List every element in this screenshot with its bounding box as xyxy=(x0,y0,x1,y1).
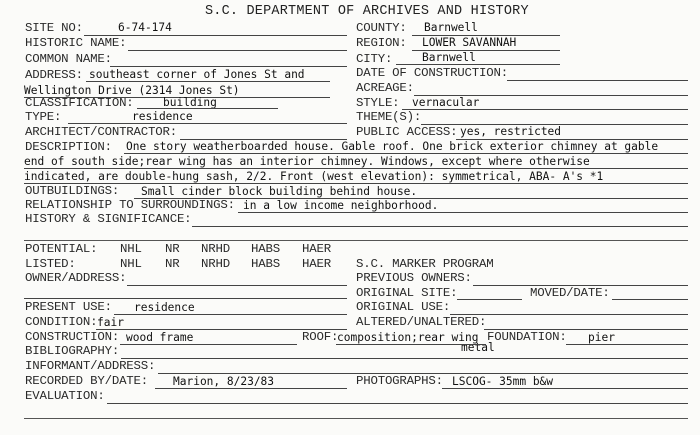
acreage-label: ACREAGE: xyxy=(356,81,414,95)
condition-value: fair xyxy=(97,316,124,329)
owner-address-line xyxy=(127,285,347,286)
county-label: COUNTY: xyxy=(356,21,407,35)
type-label: TYPE: xyxy=(25,110,62,124)
address-label: ADDRESS: xyxy=(25,68,83,82)
city-label: CITY: xyxy=(356,52,393,66)
moved-date-label: MOVED/DATE: xyxy=(530,286,610,300)
themes-label: THEME(S): xyxy=(356,110,422,124)
potential-label: POTENTIAL: xyxy=(25,242,98,256)
region-label: REGION: xyxy=(356,36,407,50)
informant-label: INFORMANT/ADDRESS: xyxy=(25,359,156,373)
evaluation-label: EVALUATION: xyxy=(25,389,105,403)
common-name-label: COMMON NAME: xyxy=(25,52,112,66)
relationship-line xyxy=(238,212,688,213)
construction-line xyxy=(120,344,297,345)
original-use-label: ORIGINAL USE: xyxy=(356,300,451,314)
style-label: STYLE: xyxy=(356,96,400,110)
address-value-line2: Wellington Drive (2314 Jones St) xyxy=(24,84,240,97)
city-line xyxy=(396,64,560,65)
description-line3: indicated, are double-hung sash, 2/2. Front (west elevation): symmetrical, ABA- A's *1 xyxy=(24,170,604,183)
recorded-label: RECORDED BY/DATE: xyxy=(25,374,149,388)
present-use-line xyxy=(114,314,347,315)
form-title: S.C. DEPARTMENT OF ARCHIVES AND HISTORY xyxy=(205,4,529,19)
marker-program-label: S.C. MARKER PROGRAM xyxy=(356,257,494,271)
description-rule-2 xyxy=(24,168,688,169)
altered-label: ALTERED/UNALTERED: xyxy=(356,315,487,329)
evaluation-rule-2 xyxy=(24,418,688,419)
foundation-line xyxy=(566,344,688,345)
photographs-value: LSCOG- 35mm b&w xyxy=(452,375,554,388)
historic-name-label: HISTORIC NAME: xyxy=(25,36,127,50)
potential-nr: NR xyxy=(165,242,180,256)
listed-nrhd: NRHD xyxy=(201,257,230,271)
description-rule-3 xyxy=(24,183,688,184)
present-use-value: residence xyxy=(134,301,195,314)
style-line xyxy=(402,109,688,110)
potential-nhl: NHL xyxy=(120,242,142,256)
moved-date-line xyxy=(612,299,688,300)
classification-label: CLASSIFICATION: xyxy=(25,96,134,110)
description-line2: end of south side;rear wing has an interior chimney. Windows, except where otherwise xyxy=(24,155,590,168)
date-construction-line xyxy=(507,80,688,81)
roof-label: ROOF: xyxy=(302,330,339,344)
roof-line xyxy=(336,344,486,345)
construction-label: CONSTRUCTION: xyxy=(25,330,120,344)
recorded-line xyxy=(155,388,347,389)
history-label: HISTORY & SIGNIFICANCE: xyxy=(25,212,192,226)
condition-label: CONDITION: xyxy=(25,315,98,329)
evaluation-line xyxy=(107,403,688,404)
foundation-value: pier xyxy=(588,331,615,344)
roof-value-metal: metal xyxy=(461,341,495,354)
relationship-label: RELATIONSHIP TO SURROUNDINGS: xyxy=(25,198,235,212)
potential-nrhd: NRHD xyxy=(201,242,230,256)
listed-nr: NR xyxy=(165,257,180,271)
county-value: Barnwell xyxy=(424,21,478,34)
type-value: residence xyxy=(132,110,193,123)
common-name-line xyxy=(110,66,347,67)
original-site-line xyxy=(457,299,522,300)
description-label: DESCRIPTION: xyxy=(25,140,112,154)
previous-owners-label: PREVIOUS OWNERS: xyxy=(356,271,472,285)
bibliography-label: BIBLIOGRAPHY: xyxy=(25,344,120,358)
roof-value: composition;rear wing xyxy=(337,331,479,344)
site-no-label: SITE NO: xyxy=(25,21,83,35)
public-access-label: PUBLIC ACCESS: xyxy=(356,125,458,139)
present-use-label: PRESENT USE: xyxy=(25,300,112,314)
listed-nhl: NHL xyxy=(120,257,142,271)
listed-haer: HAER xyxy=(302,257,331,271)
bibliography-line xyxy=(121,358,688,359)
relationship-value: in a low income neighborhood. xyxy=(243,199,439,212)
potential-habs: HABS xyxy=(251,242,280,256)
owner-address-label: OWNER/ADDRESS: xyxy=(25,271,127,285)
history-rule-2 xyxy=(24,240,688,241)
site-no-value: 6-74-174 xyxy=(118,21,172,34)
date-construction-label: DATE OF CONSTRUCTION: xyxy=(356,66,508,80)
region-value: LOWER SAVANNAH xyxy=(422,36,517,49)
outbuildings-value: Small cinder block building behind house. xyxy=(141,185,418,198)
photographs-line xyxy=(442,388,688,389)
original-site-label: ORIGINAL SITE: xyxy=(356,286,458,300)
historic-name-line xyxy=(128,50,347,51)
type-line xyxy=(68,123,347,124)
photographs-label: PHOTOGRAPHS: xyxy=(356,374,443,388)
classification-line xyxy=(137,108,278,109)
classification-value: building xyxy=(163,96,217,109)
style-value: vernacular xyxy=(412,96,480,109)
public-access-value: yes, restricted xyxy=(460,125,562,138)
outbuildings-label: OUTBUILDINGS: xyxy=(25,184,120,198)
owner-address-line-2 xyxy=(24,298,347,299)
address-line-1 xyxy=(86,81,330,82)
description-line1: One story weatherboarded house. Gable roof. One brick exterior chimney at gable xyxy=(126,140,659,153)
listed-label: LISTED: xyxy=(25,257,76,271)
listed-habs: HABS xyxy=(251,257,280,271)
recorded-value: Marion, 8/23/83 xyxy=(173,375,275,388)
city-value: Barnwell xyxy=(422,51,476,64)
foundation-label: FOUNDATION: xyxy=(487,330,567,344)
potential-haer: HAER xyxy=(302,242,331,256)
description-rule-1 xyxy=(124,153,688,154)
history-rule-1 xyxy=(192,226,688,227)
address-value-line1: southeast corner of Jones St and xyxy=(89,68,305,81)
construction-value: wood frame xyxy=(126,331,194,344)
architect-label: ARCHITECT/CONTRACTOR: xyxy=(25,125,177,139)
